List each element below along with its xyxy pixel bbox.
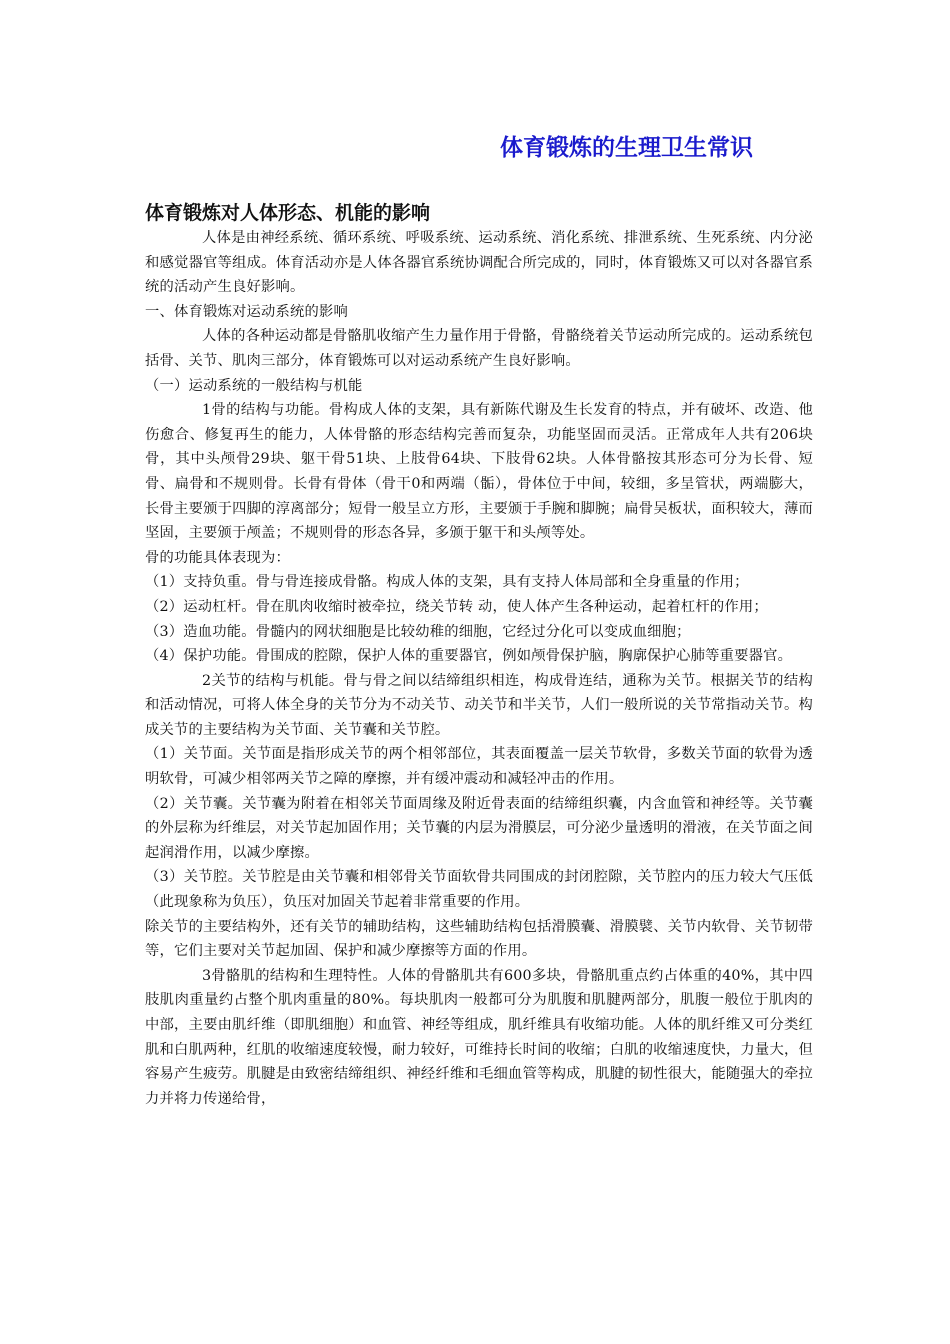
document-title: 体育锻炼的生理卫生常识	[500, 135, 753, 161]
list-item-protection: （4）保护功能。骨围成的腔隙，保护人体的重要器官，例如颅骨保护脑，胸廓保护心肺等重要器官。	[145, 648, 793, 665]
paragraph-bone-structure: 1骨的结构与功能。骨构成人体的支架，具有新陈代谢及生长发育的特点，并有破坏、改造、他伤愈合、修复再生的能力，人体骨骼的形态结构完善而复杂，功能坚固而灵活。正常成年人共有206块骨，其中头颅骨29块、躯干骨51块、上肢骨64块、下肢骨62块。人体骨骼按其形态可分为长骨、短骨、扁骨和不规则骨。长骨有骨体（骨干0和两端（骺），骨体位于中间，较细，多呈管状，两端膨大，长骨主要颁于四脚的淳离部分；短骨一般呈立方形，主要颁于手腕和脚腕；扁骨吴板状，面积较大，薄而坚固，主要颁于颅盖；不规则骨的形态各异，多颁于躯干和头颅等处。	[145, 402, 813, 542]
list-item-hematopoiesis: （3）造血功能。骨髓内的网状细胞是比较幼稚的细胞，它经过分化可以变成血细胞；	[145, 623, 691, 640]
subheading-general-structure: （一）运动系统的一般结构与机能	[145, 377, 363, 394]
paragraph-intro: 人体是由神经系统、循环系统、呼吸系统、运动系统、消化系统、排泄系统、生死系统、内分泌和感觉器官等组成。体育活动亦是人体各器官系统协调配合所完成的，同时，体育锻炼又可以对各器官系统的活动产生良好影响。	[145, 230, 813, 296]
list-item-joint-cavity: （3）关节腔。关节腔是由关节囊和相邻骨关节面软骨共同围成的封闭腔隙，关节腔内的压力较大气压低（此现象称为负压），负压对加固关节起着非常重要的作用。	[145, 869, 813, 911]
list-item-lever: （2）运动杠杆。骨在肌肉收缩时被牵拉，绕关节转 动，使人体产生各种运动，起着杠杆的作用；	[145, 598, 768, 615]
list-item-joint-capsule: （2）关节囊。关节囊为附着在相邻关节面周缘及附近骨表面的结缔组织囊，内含血管和神经等。关节囊的外层称为纤维层，对关节起加固作用；关节囊的内层为滑膜层，可分泌少量透明的滑液，在关节面之间起润滑作用，以减少摩擦。	[145, 795, 813, 861]
list-item-support: （1）支持负重。骨与骨连接成骨骼。构成人体的支架，具有支持人体局部和全身重量的作用；	[145, 574, 749, 591]
list-item-joint-surface: （1）关节面。关节面是指形成关节的两个相邻部位，其表面覆盖一层关节软骨，多数关节面的软骨为透明软骨，可减少相邻两关节之障的摩擦，并有缓冲震动和减轻冲击的作用。	[145, 746, 813, 788]
paragraph-motor-system: 人体的各种运动都是骨骼肌收缩产生力量作用于骨骼，骨骼绕着关节运动所完成的。运动系统包括骨、关节、肌肉三部分，体育锻炼可以对运动系统产生良好影响。	[145, 328, 813, 369]
paragraph-bone-function-intro: 骨的功能具体表现为：	[145, 549, 290, 566]
section-heading: 体育锻炼对人体形态、机能的影响	[145, 202, 431, 224]
paragraph-joint-auxiliary: 除关节的主要结构外，还有关节的辅助结构，这些辅助结构包括滑膜囊、滑膜襞、关节内软骨、关节韧带等，它们主要对关节起加固、保护和减少摩擦等方面的作用。	[145, 918, 813, 960]
paragraph-joint-structure: 2关节的结构与机能。骨与骨之间以结缔组织相连，构成骨连结，通称为关节。根据关节的结构和活动情况，可将人体全身的关节分为不动关节、动关节和半关节，人们一般所说的关节常指动关节。构成关节的主要结构为关节面、关节囊和关节腔。	[145, 672, 813, 738]
paragraph-skeletal-muscle: 3骨骼肌的结构和生理特性。人体的骨骼肌共有600多块，骨骼肌重点约占体重的40%，其中四肢肌肉重量约占整个肌肉重量的80%。每块肌肉一般都可分为肌腹和肌腱两部分，肌腹一般位于肌肉的中部，主要由肌纤维（即肌细胞）和血管、神经等组成，肌纤维具有收缩功能。人体的肌纤维又可分类红肌和白肌两种，红肌的收缩速度较慢，耐力较好，可维持长时间的收缩；白肌的收缩速度快，力量大，但容易产生疲劳。肌腱是由致密结缔组织、神经纤维和毛细血管等构成，肌腱的韧性很大，能随强大的牵拉力并将力传递给骨，	[145, 967, 813, 1107]
subheading-motor-system: 一、体育锻炼对运动系统的影响	[145, 303, 348, 320]
document-body	[145, 226, 813, 1111]
